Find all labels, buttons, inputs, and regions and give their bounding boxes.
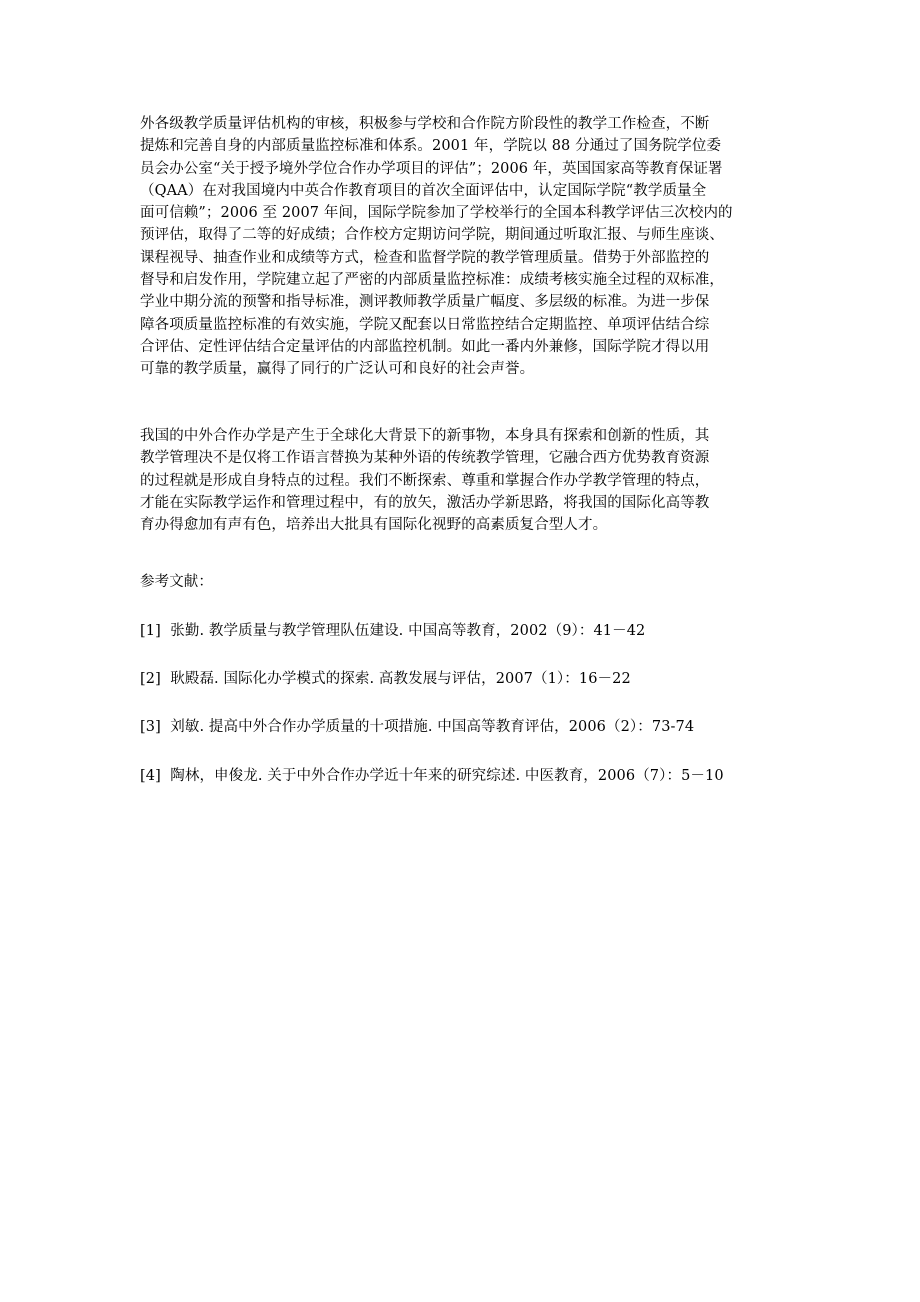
reference-item	[140, 716, 780, 738]
text-line: 提炼和完善自身的内部质量监控标准和体系。2001 年，学院以 88 分通过了国务院学位委	[140, 138, 722, 155]
text-line: 预评估，取得了二等的好成绩；合作校方定期访问学院，期间通过听取汇报、与师生座谈、	[140, 227, 724, 244]
text-line: 我国的中外合作办学是产生于全球化大背景下的新事物，本身具有探索和创新的性质，其	[140, 428, 710, 444]
text-line: 督导和启发作用，学院建立起了严密的内部质量监控标准：成绩考核实施全过程的双标准，	[140, 272, 724, 289]
text-line: 外各级教学质量评估机构的审核，积极参与学校和合作院方阶段性的教学工作检查，不断	[140, 116, 710, 132]
reference-text: [4] 陶林，申俊龙. 关于中外合作办学近十年来的研究综述. 中医教育，2006（7）：5－10	[140, 768, 724, 784]
reference-item	[140, 620, 780, 642]
reference-item	[140, 668, 780, 690]
text-line: 合评估、定性评估结合定量评估的内部监控机制。如此一番内外兼修，国际学院才得以用	[140, 338, 710, 355]
references-heading	[140, 571, 780, 593]
text-line: 障各项质量监控标准的有效实施，学院又配套以日常监控结合定期监控、单项评估结合综	[140, 316, 710, 333]
body-paragraph-2	[140, 425, 780, 536]
reference-text: [3] 刘敏. 提高中外合作办学质量的十项措施. 中国高等教育评估，2006（2）：73-74	[140, 719, 695, 735]
reference-text: [2] 耿殿磊. 国际化办学模式的探索. 高教发展与评估，2007（1）：16－22	[140, 671, 631, 687]
text-line: 教学管理决不是仅将工作语言替换为某种外语的传统教学管理，它融合西方优势教育资源	[140, 450, 710, 467]
reference-item	[140, 765, 780, 787]
text-line: （QAA）在对我国境内中英合作教育项目的首次全面评估中，认定国际学院“教学质量全	[140, 182, 707, 199]
reference-text: [1] 张勤. 教学质量与教学管理队伍建设. 中国高等教育，2002（9）：41－42	[140, 623, 646, 639]
text-line: 育办得愈加有声有色，培养出大批具有国际化视野的高素质复合型人才。	[140, 517, 608, 534]
text-line: 面可信赖”；2006 至 2007 年间，国际学院参加了学校举行的全国本科教学评估三次校内的	[140, 205, 733, 222]
text-line: 可靠的教学质量，赢得了同行的广泛认可和良好的社会声誉。	[140, 361, 535, 378]
body-paragraph-1	[140, 113, 780, 381]
text-line: 的过程就是形成自身特点的过程。我们不断探索、尊重和掌握合作办学教学管理的特点，	[140, 472, 710, 489]
text-line: 员会办公室“关于授予境外学位合作办学项目的评估”；2006 年，英国国家高等教育保证署	[140, 160, 723, 177]
text-line: 学业中期分流的预警和指导标准，测评教师教学质量广幅度、多层级的标准。为进一步保	[140, 294, 710, 311]
text-line: 课程视导、抽查作业和成绩等方式，检查和监督学院的教学管理质量。借势于外部监控的	[140, 249, 710, 266]
references-heading-text: 参考文献：	[140, 574, 213, 590]
text-line: 才能在实际教学运作和管理过程中，有的放矢，激活办学新思路，将我国的国际化高等教	[140, 494, 710, 511]
